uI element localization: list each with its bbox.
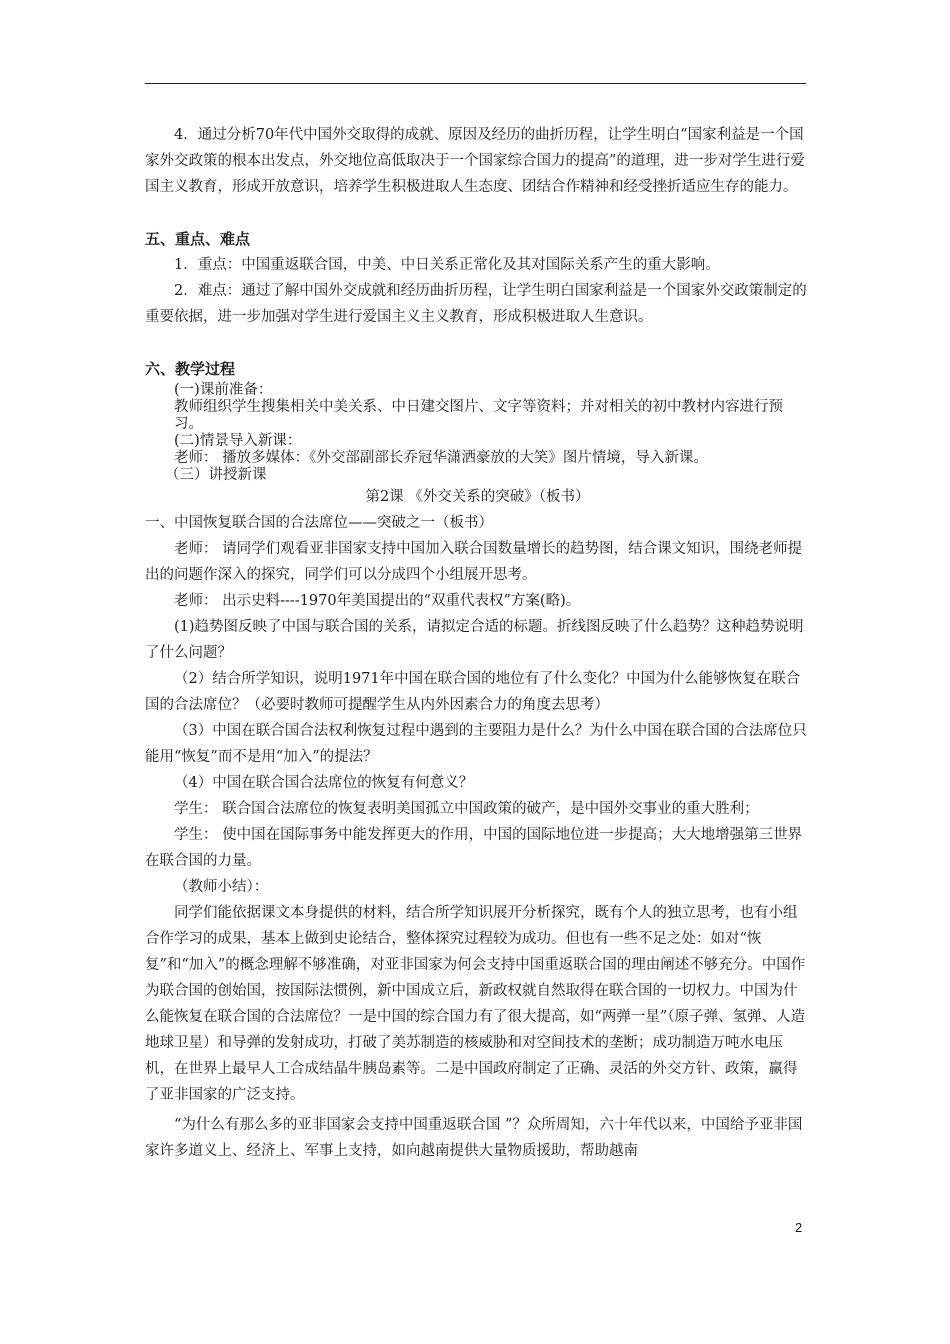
question-4: （4）中国在联合国合法席位的恢复有何意义？ [174,775,474,791]
page-number: 2 [795,1220,803,1235]
document-body [145,122,810,1164]
summary-text: 同学们能依据课文本身提供的材料，结合所学知识展开分析探究，既有个人的独立思考，也有小组合作学习的成果，基本上做到史论结合，整体探究过程较为成功。但也有一些不足之处：如对“恢复”和“加入”的概念理解不够准确，对亚非国家为何会支持中国重返联合国的理由阐述不够充分。中国作为联合国的创始国，按国际法惯例，新中国成立后，新政权就自然取得在联合国的一切权力。中国为什么能恢复在联合国的合法席位？一是中国的综合国力有了很大提高，如“两弹一星”（原子弹、氢弹、人造地球卫星）和导弹的发射成功，打破了美苏制造的核威胁和对空间技术的垄断；成功制造万吨水电压机，在世界上最早人工合成结晶牛胰岛素等。二是中国政府制定了正确、灵活的外交方针、政策，赢得了亚非国家的广泛支持。 [145,905,806,1103]
why-question-text: “为什么有那么多的亚非国家会支持中国重返联合国 ”？众所周知，六十年代以来，中国给予亚非国家许多道义上、经济上、军事上支持，如向越南提供大量物质援助，帮助越南 [145,1117,803,1159]
intro-text: 老师： 播放多媒体：《外交部副部长乔冠华潇洒豪放的大笑》图片情境，导入新课。 [174,450,708,466]
intro-title: (二)情景导入新课： [174,433,302,449]
section-heading-key-points: 五、重点、难点 [145,230,251,248]
teacher-prompt-2: 老师： 出示史料----1970年美国提出的“双重代表权”方案(略)。 [174,593,581,609]
lesson-title: 第2课 《外交关系的突破》（板书） [365,489,590,505]
part1-title: 一、中国恢复联合国的合法席位——突破之一（板书） [145,515,493,531]
teacher-prompt-1: 老师： 请同学们观看亚非国家支持中国加入联合国数量增长的趋势图，结合课文知识，围绕老师提出的问题作深入的探究，同学们可以分成四个小组展开思考。 [145,541,803,583]
lecture-title: （三）讲授新课 [165,467,267,483]
question-3: （3）中国在联合国合法权利恢复过程中遇到的主要阻力是什么？为什么中国在联合国的合法席位只能用“恢复”而不是用“加入”的提法？ [145,723,807,765]
header-rule [145,83,806,84]
objective-4: 4．通过分析70年代中国外交取得的成就、原因及经历的曲折历程，让学生明白“国家利益是一个国家外交政策的根本出发点，外交地位高低取决于一个国家综合国力的提高”的道理，进一步对学生进行爱国主义教育，形成开放意识，培养学生积极进取人生态度、团结合作精神和经受挫折适应生存的能力。 [145,127,805,195]
question-1: (1)趋势图反映了中国与联合国的关系，请拟定合适的标题。折线图反映了什么趋势？这种趋势说明了什么问题？ [145,619,804,661]
student-answer-1: 学生： 联合国合法席位的恢复表明美国孤立中国政策的破产，是中国外交事业的重大胜利； [174,801,759,817]
prep-title: (一)课前准备： [174,382,273,398]
student-answer-2: 学生： 使中国在国际事务中能发挥更大的作用，中国的国际地位进一步提高；大大地增强第三世界在联合国的力量。 [145,827,803,869]
question-2: （2）结合所学知识，说明1971年中国在联合国的地位有了什么变化？中国为什么能够恢复在联合国的合法席位？（必要时教师可提醒学生从内外因素合力的角度去思考） [145,671,801,713]
summary-title: （教师小结）： [174,879,269,895]
section-heading-process: 六、教学过程 [145,360,236,378]
prep-text: 教师组织学生搜集相关中美关系、中日建交图片、文字等资料；并对相关的初中教材内容进行预习。 [174,399,783,432]
difficult-point: 2．难点：通过了解中国外交成就和经历曲折历程，让学生明白国家利益是一个国家外交政策制定的重要依据，进一步加强对学生进行爱国主义主义教育，形成积极进取人生意识。 [145,283,807,325]
key-point: 1．重点：中国重返联合国，中美、中日关系正常化及其对国际关系产生的重大影响。 [174,257,720,273]
